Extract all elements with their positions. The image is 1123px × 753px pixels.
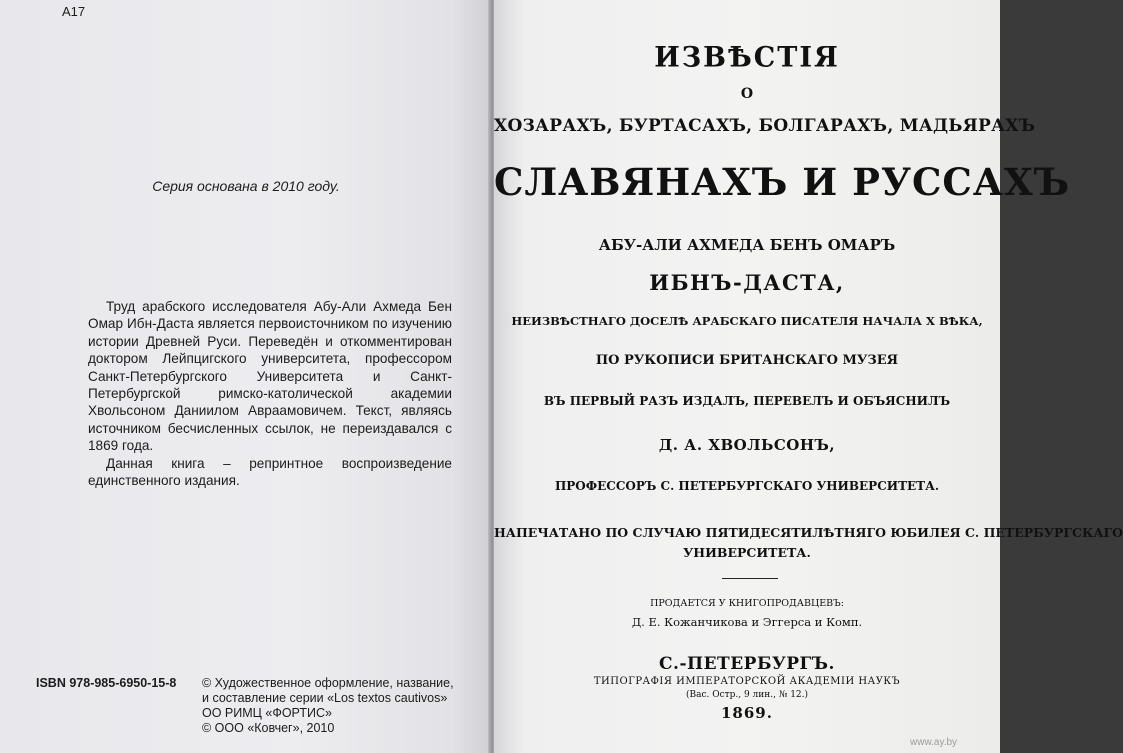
publication-year: 1869. bbox=[721, 704, 773, 722]
author-line: АБУ-АЛИ АХМЕДА БЕНЪ ОМАРЪ bbox=[598, 236, 896, 254]
title-main: ИЗВѢСТІЯ bbox=[654, 41, 840, 74]
imprint-line: © Художественное оформление, название, bbox=[202, 676, 454, 690]
imprint-line: © ООО «Ковчег», 2010 bbox=[202, 721, 335, 735]
divider bbox=[722, 578, 778, 579]
publisher-line: ВЪ ПЕРВЫЙ РАЗЪ ИЗДАЛЪ, ПЕРЕВЕЛЪ И ОБЪЯСНИЛЪ bbox=[543, 394, 951, 408]
imprint-block bbox=[202, 676, 472, 736]
title-preposition: О bbox=[740, 86, 754, 102]
occasion-line: УНИВЕРСИТЕТА. bbox=[683, 545, 811, 560]
city: С.-ПЕТЕРБУРГЪ. bbox=[659, 654, 835, 674]
editor-name: Д. А. ХВОЛЬСОНЪ, bbox=[658, 436, 836, 454]
address-line: (Вас. Остр., 9 лин., № 12.) bbox=[685, 690, 809, 700]
occasion-line: НАПЕЧАТАНО ПО СЛУЧАЮ ПЯТИДЕСЯТИЛѢТНЯГО ЮБИЛЕЯ С. ПЕТЕРБУРГСКАГО bbox=[494, 525, 1123, 540]
isbn: ISBN 978-985-6950-15-8 bbox=[36, 676, 177, 690]
left-page bbox=[0, 0, 492, 753]
title-peoples: ХОЗАРАХЪ, БУРТАСАХЪ, БОЛГАРАХЪ, МАДЬЯРАХЪ bbox=[494, 116, 1036, 136]
manuscript-line: ПО РУКОПИСИ БРИТАНСКАГО МУЗЕЯ bbox=[595, 353, 899, 368]
description-paragraph: Труд арабского исследователя Абу-Али Ахмеда Бен Омар Ибн-Даста является первоисточником по изучению истории Древней Руси. Переведён и откомментирован доктором Лейпцигского университета, профессором Санкт-Петербургского Университета и Санкт-Петербургской римско-католической академии Хвольсоном Даниилом Авраамовичем. Текст, являясь источником бесчисленных ссылок, не переиздавался с 1869 года. bbox=[88, 299, 452, 454]
sellers-line: Д. Е. Кожанчикова и Эггерса и Комп. bbox=[631, 615, 863, 629]
sold-line: ПРОДАЕТСЯ У КНИГОПРОДАВЦЕВЪ: bbox=[650, 598, 844, 609]
page-code: A17 bbox=[62, 4, 86, 19]
editor-title: ПРОФЕССОРЪ С. ПЕТЕРБУРГСКАГО УНИВЕРСИТЕТА. bbox=[554, 479, 940, 493]
description-paragraph: Данная книга – репринтное воспроизведение единственного издания. bbox=[88, 455, 452, 489]
imprint-line: ОО РИМЦ «ФОРТИС» bbox=[202, 706, 332, 720]
series-note: Серия основана в 2010 году. bbox=[152, 178, 340, 194]
press-line: ТИПОГРАФІЯ ИМПЕРАТОРСКОЙ АКАДЕМІИ НАУКЪ bbox=[593, 676, 901, 687]
watermark: www.ay.by bbox=[910, 737, 958, 748]
author-name: ИБНЪ-ДАСТА, bbox=[649, 270, 845, 295]
book-description bbox=[88, 298, 452, 489]
title-big: СЛАВЯНАХЪ И РУССАХЪ bbox=[494, 160, 1071, 204]
subtitle-line: НЕИЗВѢСТНАГО ДОСЕЛѢ АРАБСКАГО ПИСАТЕЛЯ НАЧАЛА X ВѢКА, bbox=[511, 314, 983, 328]
imprint-line: и составление серии «Los textos cautivos» bbox=[202, 691, 448, 705]
title-page bbox=[494, 0, 1123, 753]
